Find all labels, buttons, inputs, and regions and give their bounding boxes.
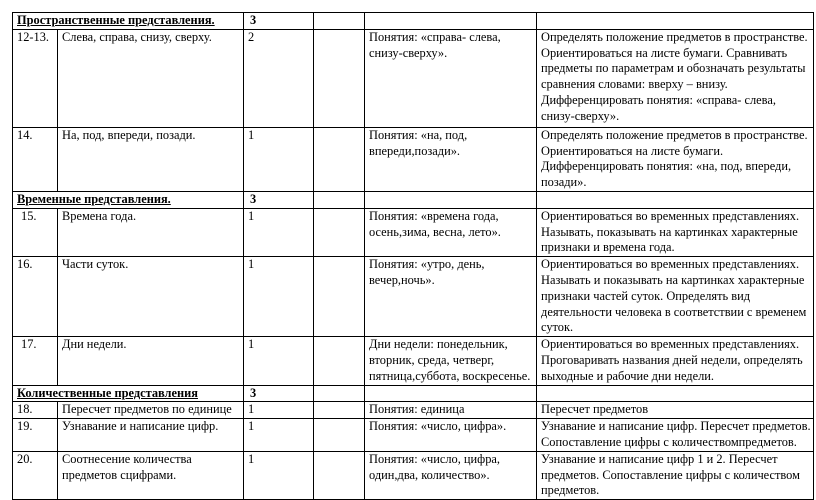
lesson-number: 12-13. [13,29,58,127]
section-title: Пространственные представления. [13,13,244,30]
lesson-hours: 1 [244,402,314,419]
lesson-number: 19. [13,419,58,452]
lesson-hours: 1 [244,257,314,337]
section-title: Количественные представления [13,385,244,402]
lesson-topic: На, под, впереди, позади. [58,127,244,191]
lesson-number: 18. [13,402,58,419]
lesson-hours: 1 [244,451,314,499]
lesson-number: 16. [13,257,58,337]
lesson-concepts: Понятия: «число, цифра, один,два, количество». [365,451,537,499]
lesson-hours: 1 [244,337,314,385]
empty-cell [314,13,365,30]
section-hours: 3 [244,191,314,208]
lesson-number: 14. [13,127,58,191]
empty-cell [365,13,537,30]
empty-cell [314,402,365,419]
lesson-concepts: Понятия: «справа- слева, снизу-сверху». [365,29,537,127]
lesson-topic: Пересчет предметов по единице [58,402,244,419]
lesson-activity: Ориентироваться во временных представлениях. Называть и показывать на картинках характерные признаки частей суток. Определять вид деятельности человека в соответствии с временем суток. [537,257,814,337]
lesson-activity: Ориентироваться во временных представлениях. Называть, показывать на картинках характерные признаки и времена года. [537,208,814,256]
table-row [13,29,814,127]
empty-cell [314,419,365,452]
lesson-concepts: Дни недели: понедельник, вторник, среда, четверг, пятница,суббота, воскресенье. [365,337,537,385]
empty-cell [314,29,365,127]
lesson-topic: Времена года. [58,208,244,256]
lesson-hours: 1 [244,208,314,256]
section-hours: 3 [244,13,314,30]
lesson-number: 20. [13,451,58,499]
section-row-quantitative [13,385,814,402]
table-row [13,402,814,419]
lesson-concepts: Понятия: «времена года, осень,зима, весна, лето». [365,208,537,256]
table-row [13,337,814,385]
empty-cell [314,191,365,208]
lesson-topic: Слева, справа, снизу, сверху. [58,29,244,127]
empty-cell [537,191,814,208]
lesson-activity: Узнавание и написание цифр 1 и 2. Пересчет предметов. Сопоставление цифры с количеством предметов. [537,451,814,499]
table-row [13,208,814,256]
lesson-hours: 2 [244,29,314,127]
empty-cell [365,191,537,208]
lesson-concepts: Понятия: «утро, день, вечер,ночь». [365,257,537,337]
empty-cell [314,451,365,499]
lesson-topic: Узнавание и написание цифр. [58,419,244,452]
empty-cell [314,208,365,256]
empty-cell [314,385,365,402]
section-title: Временные представления. [13,191,244,208]
empty-cell [537,385,814,402]
empty-cell [314,257,365,337]
lesson-number: 15. [13,208,58,256]
lesson-concepts: Понятия: «на, под, впереди,позади». [365,127,537,191]
table-row [13,127,814,191]
section-row-spatial [13,13,814,30]
table-row [13,419,814,452]
lesson-activity: Определять положение предметов в пространстве. Ориентироваться на листе бумаги. Сравнивать предметы по параметрам и обозначать результаты сравнения словами: вверху – внизу. Дифференцировать понятия: «справа- слева, снизу-сверху». [537,29,814,127]
lesson-topic: Дни недели. [58,337,244,385]
lesson-activity: Определять положение предметов в пространстве. Ориентироваться на листе бумаги. Дифференцировать понятия: «на, под, впереди, позади». [537,127,814,191]
lesson-activity: Узнавание и написание цифр. Пересчет предметов. Сопоставление цифры с количествомпредметов. [537,419,814,452]
lesson-topic: Части суток. [58,257,244,337]
lesson-topic: Соотнесение количества предметов сцифрами. [58,451,244,499]
empty-cell [314,337,365,385]
lesson-activity: Ориентироваться во временных представлениях. Проговаривать названия дней недели, определять выходные и рабочие дни недели. [537,337,814,385]
empty-cell [365,385,537,402]
lesson-concepts: Понятия: единица [365,402,537,419]
table-row [13,257,814,337]
empty-cell [314,127,365,191]
lesson-plan-table [12,12,814,500]
lesson-hours: 1 [244,419,314,452]
lesson-concepts: Понятия: «число, цифра». [365,419,537,452]
empty-cell [537,13,814,30]
lesson-number: 17. [13,337,58,385]
lesson-activity: Пересчет предметов [537,402,814,419]
lesson-hours: 1 [244,127,314,191]
section-hours: 3 [244,385,314,402]
section-row-temporal [13,191,814,208]
table-row [13,451,814,499]
